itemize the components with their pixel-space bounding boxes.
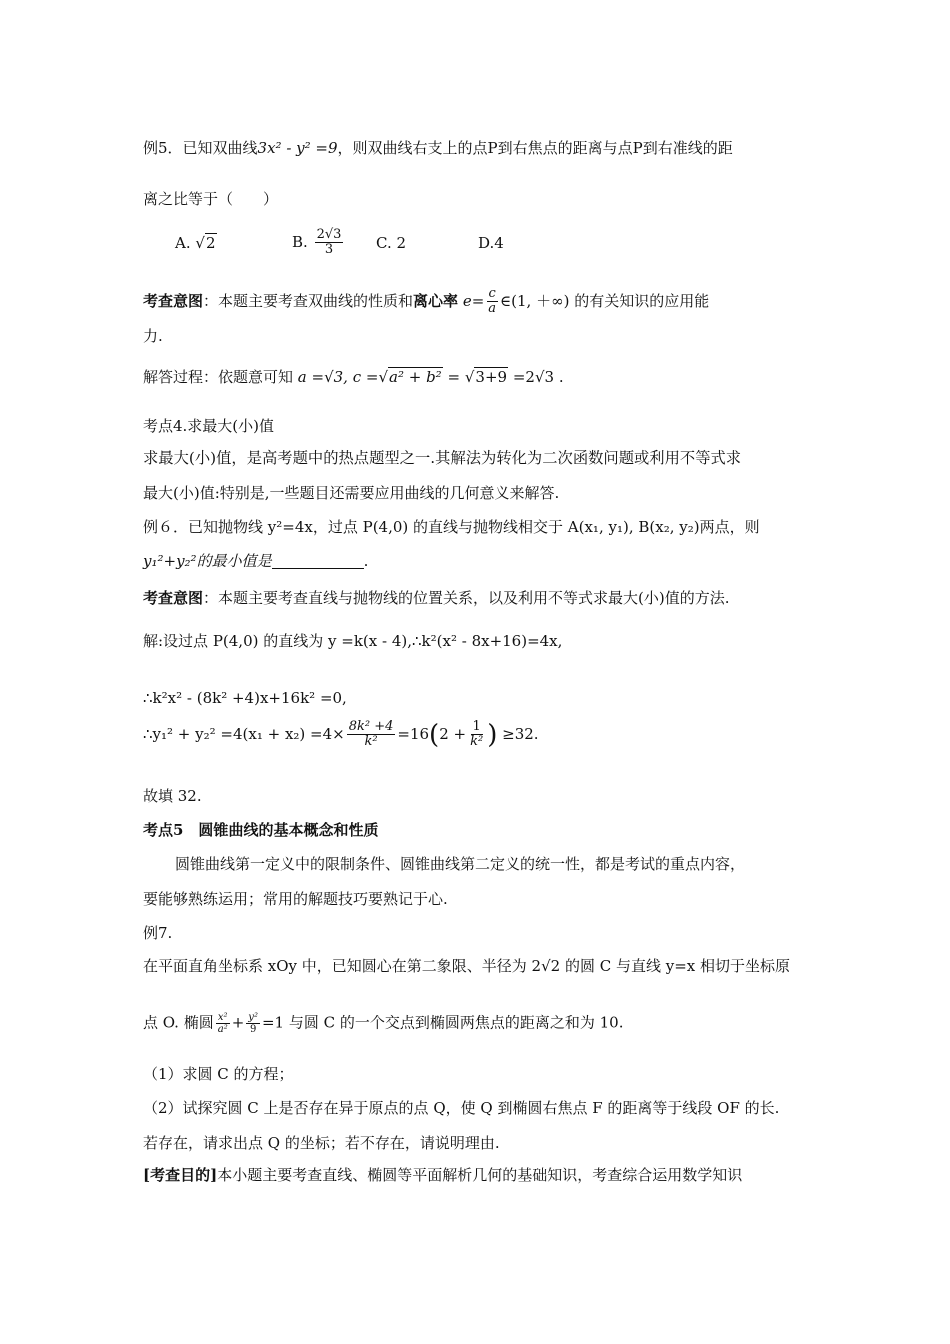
two-plus: 2 +: [439, 724, 467, 743]
option-b-label: B.: [292, 232, 308, 251]
sqrt-3-9: √3+9: [464, 368, 508, 386]
radicand-2: 3+9: [475, 368, 508, 386]
a2: a²: [217, 1024, 228, 1035]
keypoint5-para-line1: 圆锥曲线第一定义中的限制条件、圆锥曲线第二定义的统一性，都是考试的重点内容，: [175, 855, 746, 873]
solution2-line3: [143, 720, 539, 750]
solution1-math-a: a =√3, c =: [297, 368, 379, 386]
ellipse-intro: 点 O. 椭圆: [143, 1013, 214, 1032]
solution1-line: [143, 370, 564, 385]
c-over-a-fraction: [486, 287, 498, 317]
answer-blank: [272, 554, 364, 569]
example5-text-cont: ，则双曲线右支上的点P到右焦点的距离与点P到右准线的距: [337, 139, 733, 157]
fraction-den-2: k²: [470, 734, 484, 750]
frac-num: c: [488, 286, 496, 301]
y2: y²: [248, 1012, 258, 1023]
nine: 9: [249, 1024, 257, 1035]
option-a-value: 2: [205, 234, 216, 252]
example5-text: 例5．已知双曲线: [143, 139, 258, 157]
eccentricity-term: 离心率: [413, 291, 459, 310]
period: .: [363, 552, 369, 570]
fraction-num-2: 1: [472, 719, 481, 734]
keypoint4-para-line2: 最大(小)值:特别是,一些题目还需要应用曲线的几何意义来解答.: [143, 484, 560, 502]
purpose-line: [143, 1168, 742, 1183]
intent1-text: ：本题主要考查双曲线的性质和: [203, 291, 414, 310]
solution1-label: 解答过程：依题意可知: [143, 368, 294, 386]
plus-sign: +: [231, 1013, 245, 1032]
option-b-fraction: [315, 228, 344, 258]
intent1-label: 考查意图: [143, 291, 204, 310]
intent2-line: [143, 591, 730, 606]
option-c: C. 2: [376, 234, 407, 252]
example6-line1: 例６．已知抛物线 y²=4x，过点 P(4,0) 的直线与抛物线相交于 A(x₁, y₁), B(x₂, y₂)两点，则: [143, 518, 760, 536]
solution1-result: =2√3 .: [512, 368, 564, 386]
radicand-1: a² + b²: [389, 368, 442, 386]
example6-question: y₁²+y₂²的最小值是: [143, 552, 272, 570]
option-a: [175, 236, 217, 251]
option-a-sqrt: √2: [195, 234, 216, 252]
e-symbol: e=: [462, 291, 485, 310]
purpose-text: 本小题主要考查直线、椭圆等平面解析几何的基础知识，考查综合运用数学知识: [217, 1166, 743, 1184]
intent1-line1: [143, 287, 709, 317]
fraction-den: k²: [364, 734, 378, 750]
x2: x²: [217, 1012, 228, 1023]
solution2-line1: 解:设过点 P(4,0) 的直线为 y =k(x - 4),∴k²(x² - 8x+16)=4x,: [143, 632, 563, 650]
option-b-den: 3: [324, 242, 334, 258]
equals-16: =16: [397, 724, 430, 743]
y2-over-9: [246, 1012, 260, 1035]
intent1-line2: 力.: [143, 327, 163, 345]
inequality-result: ≥32.: [502, 724, 539, 743]
question-1: （1）求圆 C 的方程；: [143, 1065, 294, 1083]
example6-line2: [143, 554, 368, 569]
x2-over-a2: [216, 1012, 230, 1035]
option-d: D.4: [478, 234, 504, 252]
intent2-text: ：本题主要考查直线与抛物线的位置关系，以及利用不等式求最大(小)值的方法.: [203, 589, 730, 607]
sqrt-a2-b2: √a² + b²: [378, 368, 442, 386]
fraction-num: 8k² +4: [348, 719, 394, 734]
left-paren: (: [429, 719, 440, 750]
option-a-label: A.: [175, 234, 191, 252]
right-paren: ): [487, 719, 498, 750]
option-b-num: 2√3: [316, 227, 342, 242]
equals-sign: =: [447, 368, 461, 386]
keypoint5-title: 考点5 圆锥曲线的基本概念和性质: [143, 821, 379, 839]
one-over-k2: [468, 720, 485, 750]
question-2-line2: 若存在，请求出点 Q 的坐标；若不存在，请说明理由.: [143, 1134, 500, 1152]
solution2-fraction: [347, 720, 396, 750]
purpose-label: [考查目的]: [143, 1166, 218, 1184]
intent1-text-cont: ∈(1, ＋∞) 的有关知识的应用能: [500, 291, 710, 310]
keypoint5-para-line2: 要能够熟练运用；常用的解题技巧要熟记于心.: [143, 890, 448, 908]
intent2-label: 考查意图: [143, 589, 204, 607]
example5-stem-line2: 离之比等于（ ）: [143, 190, 279, 208]
option-b: [292, 228, 345, 258]
frac-den: a: [488, 301, 497, 317]
example7-title: 例7.: [143, 924, 173, 942]
hyperbola-equation: 3x² - y² =9: [257, 139, 338, 157]
keypoint4-title: 考点4.求最大(小)值: [143, 417, 275, 435]
solution2-line2: ∴k²x² - (8k² +4)x+16k² =0,: [143, 689, 347, 707]
question-2-line1: （2）试探究圆 C 上是否存在异于原点的点 Q，使 Q 到椭圆右焦点 F 的距离等于线段 OF 的长.: [143, 1099, 780, 1117]
example5-stem-line1: [143, 141, 733, 156]
example7-line1: 在平面直角坐标系 xOy 中，已知圆心在第二象限、半径为 2√2 的圆 C 与直线 y=x 相切于坐标原: [143, 957, 791, 975]
ellipse-condition: =1 与圆 C 的一个交点到椭圆两焦点的距离之和为 10.: [261, 1013, 624, 1032]
answer-line: 故填 32.: [143, 787, 202, 805]
example7-line2: [143, 1012, 624, 1035]
keypoint4-para-line1: 求最大(小)值，是高考题中的热点题型之一.其解法为转化为二次函数问题或利用不等式求: [143, 449, 742, 467]
solution2-expr: ∴y₁² + y₂² =4(x₁ + x₂) =4×: [143, 724, 345, 743]
